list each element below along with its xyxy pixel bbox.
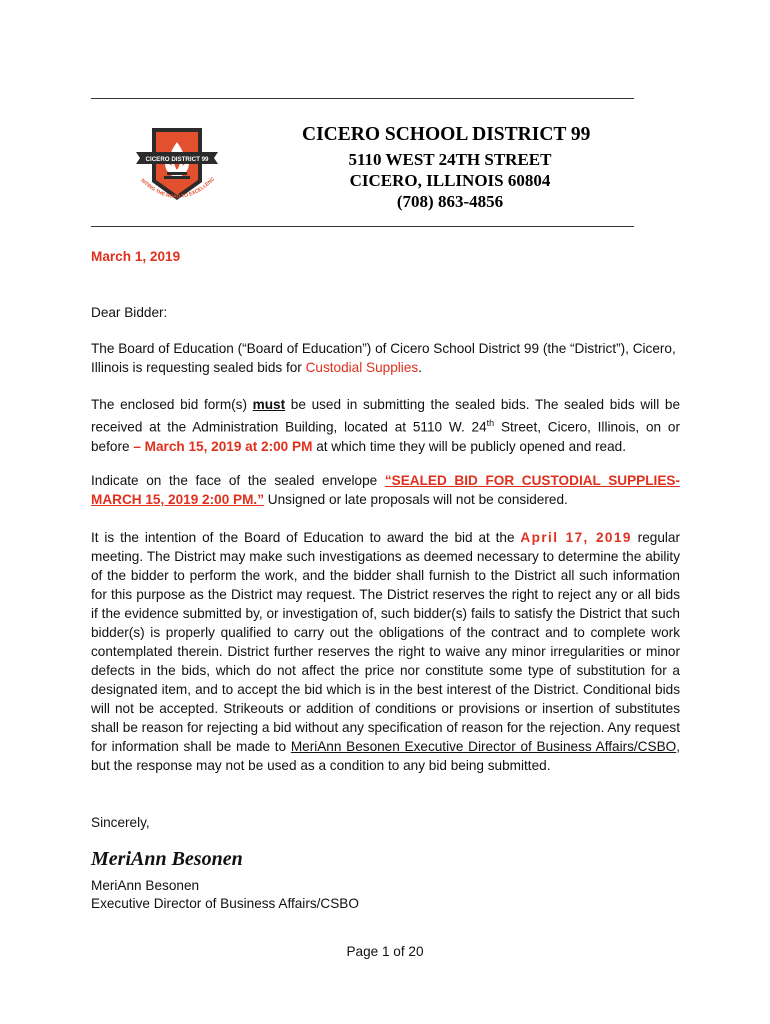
district-name: CICERO SCHOOL DISTRICT 99 (302, 124, 591, 145)
bid-item: Custodial Supplies (305, 360, 419, 375)
paragraph-request: The Board of Education (“Board of Education”) of Cicero School District 99 (the “District”), Cicero, Illinois is requesting sealed bids for Custodial Supplies. (91, 341, 676, 375)
svg-text:IGNITING THE ROAD TO EXCELLENC: NITING THE ROAD TO EXCELLENC (139, 176, 217, 201)
envelope-label: “SEALED BID FOR CUSTODIAL SUPPLIES- MARCH 15, 2019 2:00 PM.” (91, 473, 680, 507)
contact-person: MeriAnn Besonen Executive Director of Business Affairs/CSBO (290, 739, 677, 754)
page-number: Page 1 of 20 (346, 944, 424, 959)
signature: MeriAnn Besonen (91, 848, 243, 870)
closing: Sincerely, (91, 815, 150, 830)
award-date: April 17, 2019 (520, 530, 632, 545)
paragraph-envelope: Indicate on the face of the sealed envelope “SEALED BID FOR CUSTODIAL SUPPLIES- MARCH 15, 2019 2:00 PM.” Unsigned or late proposals will not be considered. (91, 473, 680, 507)
signer-title: Executive Director of Business Affairs/CSBO (91, 896, 359, 911)
must-emphasis: must (252, 397, 286, 412)
paragraph-award: It is the intention of the Board of Education to award the bid at the April 17, 2019 regular meeting. The District may make such investigations as deemed necessary to determine the ability of the bidder to perform the work, and the bidder shall furnish to the District all such information for this purpose as the District may request. The District reserves the right to reject any or all bids if the evidence submitted by, or investigation of, such bidder(s) fails to satisfy the District that such bidder(s) is properly qualified to carry out the obligations of the contract and to complete work contemplated therein. District further reserves the right to waive any minor irregularities or minor defects in the bids, which do not affect the price nor constitute some type of substitution for a designated item, and to accept the bid which is in the best interest of the District. Conditional bids will not be accepted. Strikeouts or addition of conditions or provisions or insertion of substitutes shall be reason for rejecting a bid without any specification of reason for the rejection. Any request for information shall be made to MeriAnn Besonen Executive Director of Business Affairs/CSBO, but the response may not be used as a condition to any bid being submitted. (91, 530, 680, 773)
bid-deadline: – March 15, 2019 at 2:00 PM (133, 438, 313, 454)
svg-text:CICERO DISTRICT 99: CICERO DISTRICT 99 (145, 156, 209, 163)
header-bottom-rule (91, 226, 634, 227)
city-address: CICERO, ILLINOIS 60804 (349, 171, 551, 190)
salutation: Dear Bidder: (91, 305, 168, 320)
street-address: 5110 WEST 24TH STREET (348, 150, 552, 169)
signer-name: MeriAnn Besonen (91, 878, 200, 893)
phone-number: (708) 863-4856 (396, 192, 504, 211)
district-logo (134, 124, 220, 210)
letter-date: March 1, 2019 (91, 249, 181, 264)
paragraph-submission: The enclosed bid form(s) must be used in submitting the sealed bids. The sealed bids will be received at the Administration Building, located at 5110 W. 24th Street, Cicero, Illinois, on or before – March 15, 2019 at 2:00 PM at which time they will be publicly opened and read. (91, 397, 681, 454)
top-rule (91, 98, 634, 99)
